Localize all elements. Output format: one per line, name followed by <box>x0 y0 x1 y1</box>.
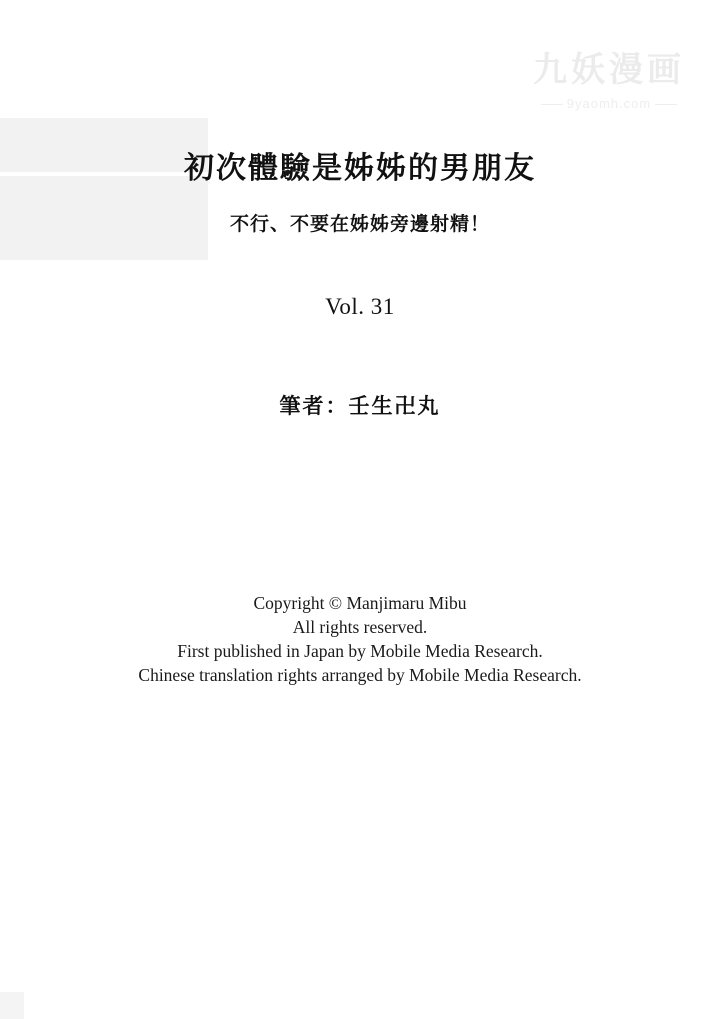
scan-artifact-corner <box>0 992 24 1019</box>
title-block <box>0 150 720 236</box>
watermark-url-text: 9yaomh.com <box>541 96 677 111</box>
copyright-block <box>0 591 720 687</box>
page-title: 初次體驗是姊姊的男朋友 <box>184 151 536 186</box>
copyright-line-2: All rights reserved. <box>292 617 428 637</box>
volume-label: Vol. 31 <box>325 294 395 319</box>
watermark-main-text: 九妖漫画 <box>533 52 685 89</box>
site-watermark <box>520 52 698 113</box>
copyright-line-1: Copyright © Manjimaru Mibu <box>253 593 467 613</box>
copyright-line-3: First published in Japan by Mobile Media Research. <box>177 641 543 661</box>
copyright-line-4: Chinese translation rights arranged by Mobile Media Research. <box>138 665 582 685</box>
author-label: 筆者：壬生卍丸 <box>279 394 441 418</box>
page-subtitle: 不行、不要在姊姊旁邊射精！ <box>229 212 490 235</box>
